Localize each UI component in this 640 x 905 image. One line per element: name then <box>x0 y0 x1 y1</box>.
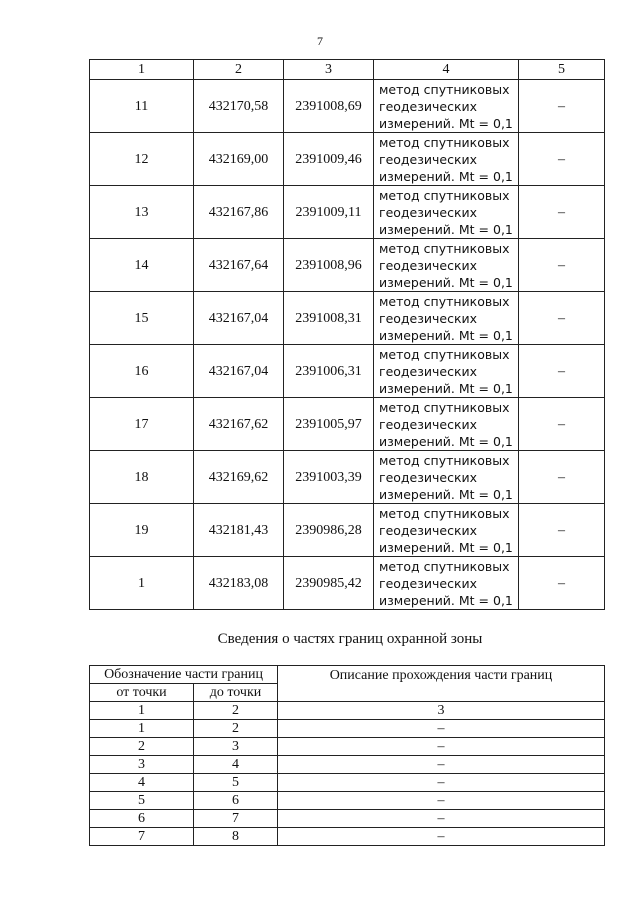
table-row <box>90 451 605 504</box>
table-row <box>90 80 605 133</box>
to-point-cell: 6 <box>194 792 278 810</box>
method-line: измерений. Mt = 0,1 <box>379 221 513 237</box>
method-line: геодезических <box>379 151 478 167</box>
x-coordinate-cell: 432167,64 <box>194 239 284 292</box>
table-row <box>90 504 605 557</box>
description-cell: – <box>278 720 605 738</box>
method-line: метод спутниковых <box>379 134 510 150</box>
to-point-cell: 3 <box>194 738 278 756</box>
x-coordinate-cell: 432167,86 <box>194 186 284 239</box>
method-line: геодезических <box>379 469 478 485</box>
column-number-5: 5 <box>519 60 605 80</box>
x-coordinate-cell: 432181,43 <box>194 504 284 557</box>
y-coordinate-cell: 2391003,39 <box>284 451 374 504</box>
point-number-cell: 14 <box>90 239 194 292</box>
from-point-cell: 4 <box>90 774 194 792</box>
table-row <box>90 828 605 846</box>
description-cell: – <box>278 810 605 828</box>
y-coordinate-cell: 2391006,31 <box>284 345 374 398</box>
table-row <box>90 239 605 292</box>
method-cell <box>374 451 519 504</box>
coordinates-table <box>89 59 605 610</box>
description-cell: – <box>278 756 605 774</box>
table-row <box>90 810 605 828</box>
x-coordinate-cell: 432167,62 <box>194 398 284 451</box>
method-line: измерений. Mt = 0,1 <box>379 115 513 131</box>
y-coordinate-cell: 2391008,69 <box>284 80 374 133</box>
method-line: измерений. Mt = 0,1 <box>379 539 513 555</box>
method-line: измерений. Mt = 0,1 <box>379 274 513 290</box>
note-cell: – <box>519 557 605 610</box>
to-point-header: до точки <box>194 684 278 702</box>
method-line: метод спутниковых <box>379 399 510 415</box>
description-header: Описание прохождения части границ <box>278 666 605 702</box>
y-coordinate-cell: 2391009,46 <box>284 133 374 186</box>
point-number-cell: 12 <box>90 133 194 186</box>
boundary-parts-table <box>89 665 605 846</box>
x-coordinate-cell: 432167,04 <box>194 292 284 345</box>
method-line: метод спутниковых <box>379 293 510 309</box>
y-coordinate-cell: 2390985,42 <box>284 557 374 610</box>
method-line: измерений. Mt = 0,1 <box>379 433 513 449</box>
description-cell: – <box>278 738 605 756</box>
y-coordinate-cell: 2391009,11 <box>284 186 374 239</box>
note-cell: – <box>519 451 605 504</box>
from-point-cell: 3 <box>90 756 194 774</box>
to-point-cell: 5 <box>194 774 278 792</box>
description-cell: – <box>278 774 605 792</box>
from-point-cell: 5 <box>90 792 194 810</box>
table-row <box>90 186 605 239</box>
method-line: метод спутниковых <box>379 81 510 97</box>
method-line: геодезических <box>379 257 478 273</box>
note-cell: – <box>519 186 605 239</box>
table-row <box>90 133 605 186</box>
note-cell: – <box>519 80 605 133</box>
note-cell: – <box>519 239 605 292</box>
x-coordinate-cell: 432170,58 <box>194 80 284 133</box>
table-row <box>90 398 605 451</box>
method-line: метод спутниковых <box>379 452 510 468</box>
point-number-cell: 17 <box>90 398 194 451</box>
method-line: метод спутниковых <box>379 240 510 256</box>
column-number-3: 3 <box>278 702 605 720</box>
from-point-cell: 7 <box>90 828 194 846</box>
x-coordinate-cell: 432167,04 <box>194 345 284 398</box>
method-cell <box>374 292 519 345</box>
group-header: Обозначение части границ <box>90 666 278 684</box>
coordinates-header-row <box>90 60 605 80</box>
to-point-cell: 2 <box>194 720 278 738</box>
note-cell: – <box>519 345 605 398</box>
method-line: геодезических <box>379 310 478 326</box>
method-line: измерений. Mt = 0,1 <box>379 168 513 184</box>
method-line: метод спутниковых <box>379 505 510 521</box>
from-point-header: от точки <box>90 684 194 702</box>
column-number-2: 2 <box>194 60 284 80</box>
method-line: измерений. Mt = 0,1 <box>379 592 513 608</box>
point-number-cell: 18 <box>90 451 194 504</box>
point-number-cell: 16 <box>90 345 194 398</box>
description-cell: – <box>278 828 605 846</box>
method-line: геодезических <box>379 98 478 114</box>
method-line: измерений. Mt = 0,1 <box>379 380 513 396</box>
column-number-4: 4 <box>374 60 519 80</box>
point-number-cell: 13 <box>90 186 194 239</box>
method-cell <box>374 557 519 610</box>
to-point-cell: 8 <box>194 828 278 846</box>
x-coordinate-cell: 432169,62 <box>194 451 284 504</box>
description-cell: – <box>278 792 605 810</box>
y-coordinate-cell: 2391005,97 <box>284 398 374 451</box>
method-line: геодезических <box>379 416 478 432</box>
method-line: измерений. Mt = 0,1 <box>379 327 513 343</box>
table-row <box>90 345 605 398</box>
table-row <box>90 792 605 810</box>
point-number-cell: 15 <box>90 292 194 345</box>
y-coordinate-cell: 2391008,96 <box>284 239 374 292</box>
table-row <box>90 756 605 774</box>
method-cell <box>374 186 519 239</box>
point-number-cell: 19 <box>90 504 194 557</box>
method-line: геодезических <box>379 363 478 379</box>
column-number-1: 1 <box>90 702 194 720</box>
column-number-2: 2 <box>194 702 278 720</box>
method-line: геодезических <box>379 575 478 591</box>
method-line: метод спутниковых <box>379 346 510 362</box>
from-point-cell: 6 <box>90 810 194 828</box>
note-cell: – <box>519 398 605 451</box>
method-cell <box>374 345 519 398</box>
table-row <box>90 557 605 610</box>
column-number-3: 3 <box>284 60 374 80</box>
x-coordinate-cell: 432169,00 <box>194 133 284 186</box>
x-coordinate-cell: 432183,08 <box>194 557 284 610</box>
column-number-1: 1 <box>90 60 194 80</box>
method-cell <box>374 133 519 186</box>
y-coordinate-cell: 2391008,31 <box>284 292 374 345</box>
note-cell: – <box>519 133 605 186</box>
table-row <box>90 292 605 345</box>
parts-number-row <box>90 702 605 720</box>
table-row <box>90 720 605 738</box>
method-line: геодезических <box>379 522 478 538</box>
method-line: метод спутниковых <box>379 187 510 203</box>
parts-header-row-1 <box>90 666 605 684</box>
to-point-cell: 4 <box>194 756 278 774</box>
method-line: метод спутниковых <box>379 558 510 574</box>
method-cell <box>374 80 519 133</box>
table-row <box>90 774 605 792</box>
page-number: 7 <box>317 34 323 48</box>
method-cell <box>374 239 519 292</box>
note-cell: – <box>519 292 605 345</box>
to-point-cell: 7 <box>194 810 278 828</box>
method-line: измерений. Mt = 0,1 <box>379 486 513 502</box>
note-cell: – <box>519 504 605 557</box>
method-cell <box>374 398 519 451</box>
from-point-cell: 2 <box>90 738 194 756</box>
y-coordinate-cell: 2390986,28 <box>284 504 374 557</box>
from-point-cell: 1 <box>90 720 194 738</box>
table-row <box>90 738 605 756</box>
method-cell <box>374 504 519 557</box>
section-title: Сведения о частях границ охранной зоны <box>217 631 483 647</box>
point-number-cell: 1 <box>90 557 194 610</box>
point-number-cell: 11 <box>90 80 194 133</box>
method-line: геодезических <box>379 204 478 220</box>
